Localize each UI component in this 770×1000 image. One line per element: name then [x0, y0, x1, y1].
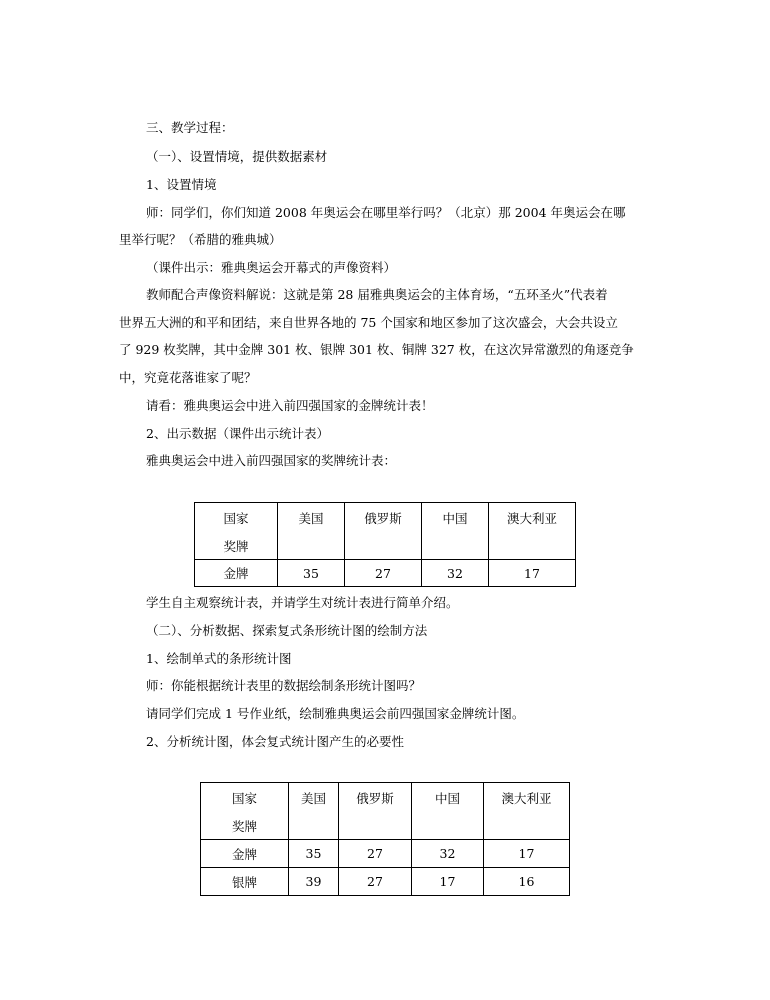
country-header: 俄罗斯 — [339, 783, 412, 840]
country-header: 中国 — [412, 783, 484, 840]
country-header: 美国 — [278, 503, 345, 560]
section-heading: 三、教学过程： — [146, 120, 234, 135]
table-cell: 35 — [278, 560, 345, 587]
table-cell: 32 — [422, 560, 489, 587]
row-label: 金牌 — [201, 840, 289, 868]
step-heading: 1、设置情境 — [146, 177, 217, 192]
row-label: 银牌 — [201, 868, 289, 896]
table-cell: 39 — [289, 868, 339, 896]
step-heading: 1、绘制单式的条形统计图 — [146, 651, 292, 666]
table-cell: 17 — [489, 560, 576, 587]
table-cell: 16 — [484, 868, 570, 896]
table-cell: 17 — [484, 840, 570, 868]
row-label: 金牌 — [195, 560, 278, 587]
paragraph-line: 师：你能根据统计表里的数据绘制条形统计图吗？ — [146, 678, 422, 693]
table-row — [201, 868, 570, 896]
table-row — [201, 840, 570, 868]
paragraph-line: 请同学们完成 1 号作业纸，绘制雅典奥运会前四强国家金牌统计图。 — [146, 706, 525, 721]
medal-table-2 — [200, 782, 570, 896]
table-cell: 17 — [412, 868, 484, 896]
corner-country-label: 国家 — [223, 511, 249, 526]
corner-medal-label: 奖牌 — [231, 819, 257, 834]
paragraph-line: 里举行呢？（希腊的雅典城） — [119, 232, 282, 247]
table-cell: 35 — [289, 840, 339, 868]
subsection-heading: （二）、分析数据、探索复式条形统计图的绘制方法 — [146, 623, 428, 638]
table-cell: 27 — [345, 560, 422, 587]
table-corner-cell — [201, 783, 289, 840]
table-header-row — [201, 783, 570, 840]
table-corner-cell — [195, 503, 278, 560]
table-cell: 32 — [412, 840, 484, 868]
paragraph-line: 了 929 枚奖牌，其中金牌 301 枚、银牌 301 枚、铜牌 327 枚，在这次异常激烈的角逐竞争 — [119, 342, 634, 357]
country-header: 中国 — [422, 503, 489, 560]
country-header: 澳大利亚 — [484, 783, 570, 840]
table-row — [195, 560, 576, 587]
table-header-row — [195, 503, 576, 560]
country-header: 俄罗斯 — [345, 503, 422, 560]
table-cell: 27 — [339, 868, 412, 896]
step-heading: 2、出示数据（课件出示统计表） — [146, 426, 329, 441]
subsection-heading: （一）、设置情境，提供数据素材 — [146, 149, 328, 164]
paragraph-line: 请看：雅典奥运会中进入前四强国家的金牌统计表！ — [146, 398, 434, 413]
step-heading: 2、分析统计图，体会复式统计图产生的必要性 — [146, 734, 404, 749]
corner-country-label: 国家 — [231, 791, 257, 806]
country-header: 澳大利亚 — [489, 503, 576, 560]
paragraph-line: 师：同学们，你们知道 2008 年奥运会在哪里举行吗？（北京）那 2004 年奥运会在哪 — [146, 205, 626, 220]
paragraph-line: 中，究竟花落谁家了呢？ — [119, 370, 257, 385]
paragraph-line: 学生自主观察统计表，并请学生对统计表进行简单介绍。 — [146, 595, 459, 610]
paragraph-line: 雅典奥运会中进入前四强国家的奖牌统计表： — [146, 453, 397, 468]
country-header: 美国 — [289, 783, 339, 840]
medal-table-1 — [194, 502, 576, 587]
paragraph-line: 教师配合声像资料解说：这就是第 28 届雅典奥运会的主体育场，“五环圣火”代表着 — [146, 287, 608, 302]
paragraph-line: （课件出示：雅典奥运会开幕式的声像资料） — [146, 260, 397, 275]
corner-medal-label: 奖牌 — [223, 539, 249, 554]
table-cell: 27 — [339, 840, 412, 868]
paragraph-line: 世界五大洲的和平和团结，来自世界各地的 75 个国家和地区参加了这次盛会，大会共设立 — [119, 315, 618, 330]
